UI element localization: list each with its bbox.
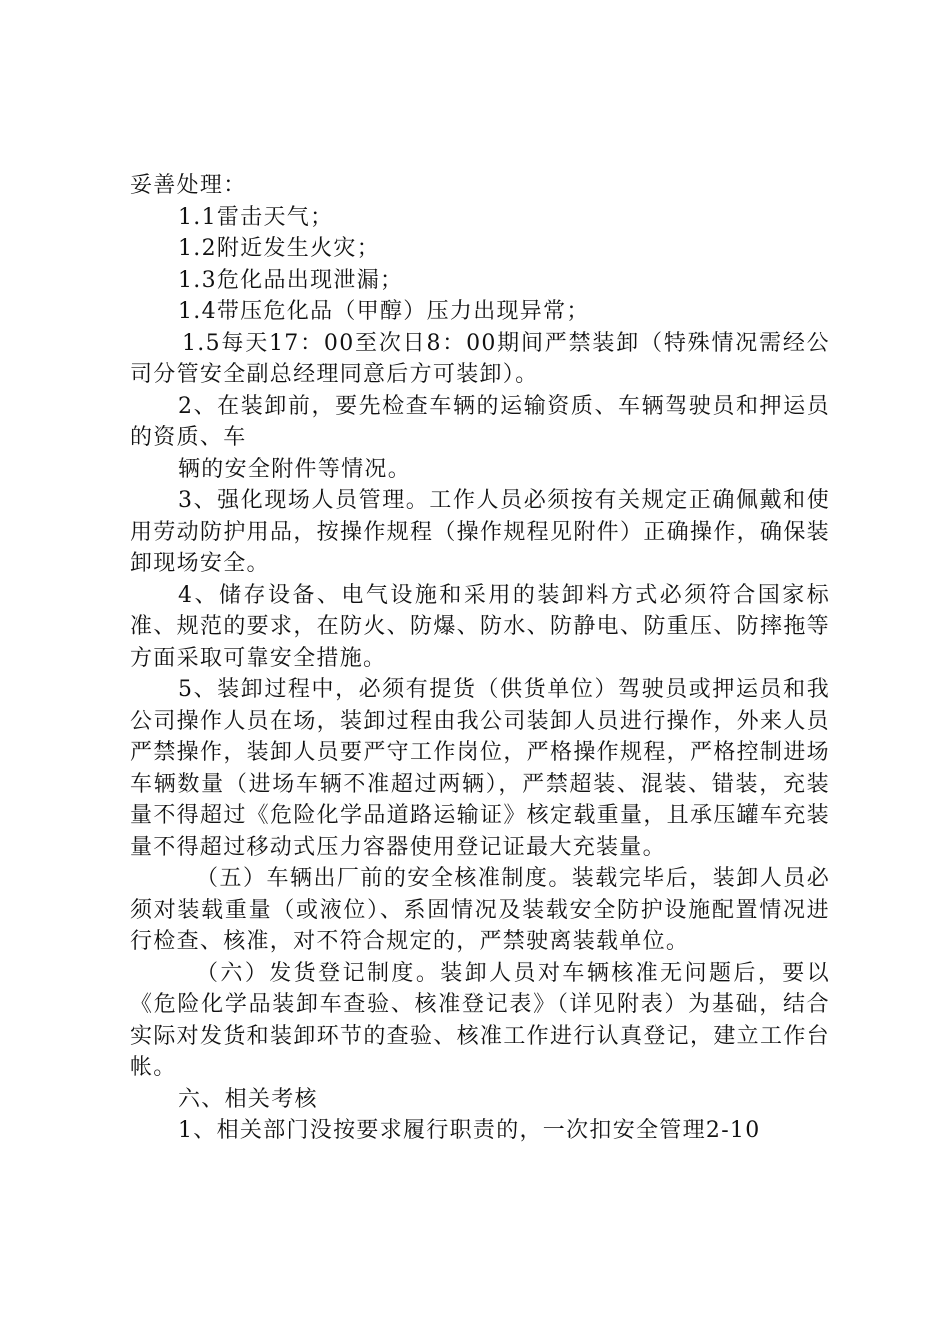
paragraph-intro: 妥善处理： — [130, 173, 247, 198]
section-five-paragraph: （五）车辆出厂前的安全核准制度。装载完毕后，装卸人员必须对装载重量（或液位）、系固情况及装载安全防护设施配置情况进行检查、核准，对不符合规定的，严禁驶离装载单位。 — [130, 866, 830, 954]
list-item-1-5: 1.5每天17：00至次日8：00期间严禁装卸（特殊情况需经公司分管安全副总经理同意后方可装卸）。 — [130, 330, 830, 387]
paragraph-2: 2、在装卸前，要先检查车辆的运输资质、车辆驾驶员和押运员的资质、车 — [130, 393, 830, 450]
paragraph-4: 4、储存设备、电气设施和采用的装卸料方式必须符合国家标准、规范的要求，在防火、防爆、防水、防静电、防重压、防摔拖等方面采取可靠安全措施。 — [130, 582, 830, 671]
paragraph-2-continued: 辆的安全附件等情况。 — [178, 456, 412, 482]
list-item-1-2: 1.2附近发生火灾； — [178, 236, 380, 261]
document-body — [130, 170, 830, 1147]
assessment-item-1: 1、相关部门没按要求履行职责的，一次扣安全管理2-10 — [178, 1118, 761, 1143]
list-item-1-3: 1.3危化品出现泄漏； — [178, 267, 404, 293]
paragraph-3: 3、强化现场人员管理。工作人员必须按有关规定正确佩戴和使用劳动防护用品，按操作规程（操作规程见附件）正确操作，确保装卸现场安全。 — [130, 488, 830, 576]
section-six-paragraph: （六）发货登记制度。装卸人员对车辆核准无问题后，要以《危险化学品装卸车查验、核准登记表》（详见附表）为基础，结合实际对发货和装卸环节的查验、核准工作进行认真登记，建立工作台帐。 — [130, 960, 830, 1080]
list-item-1-1: 1.1雷击天气； — [178, 204, 334, 230]
section-heading-assessment: 六、相关考核 — [178, 1086, 318, 1112]
list-item-1-4: 1.4带压危化品（甲醇）压力出现异常； — [178, 299, 590, 324]
paragraph-5: 5、装卸过程中，必须有提货（供货单位）驾驶员或押运员和我公司操作人员在场，装卸过程由我公司装卸人员进行操作，外来人员严禁操作，装卸人员要严守工作岗位，严格操作规程，严格控制进场车辆数量（进场车辆不准超过两辆），严禁超装、混装、错装，充装量不得超过《危险化学品道路运输证》核定载重量，且承压罐车充装量不得超过移动式压力容器使用登记证最大充装量。 — [130, 677, 830, 860]
